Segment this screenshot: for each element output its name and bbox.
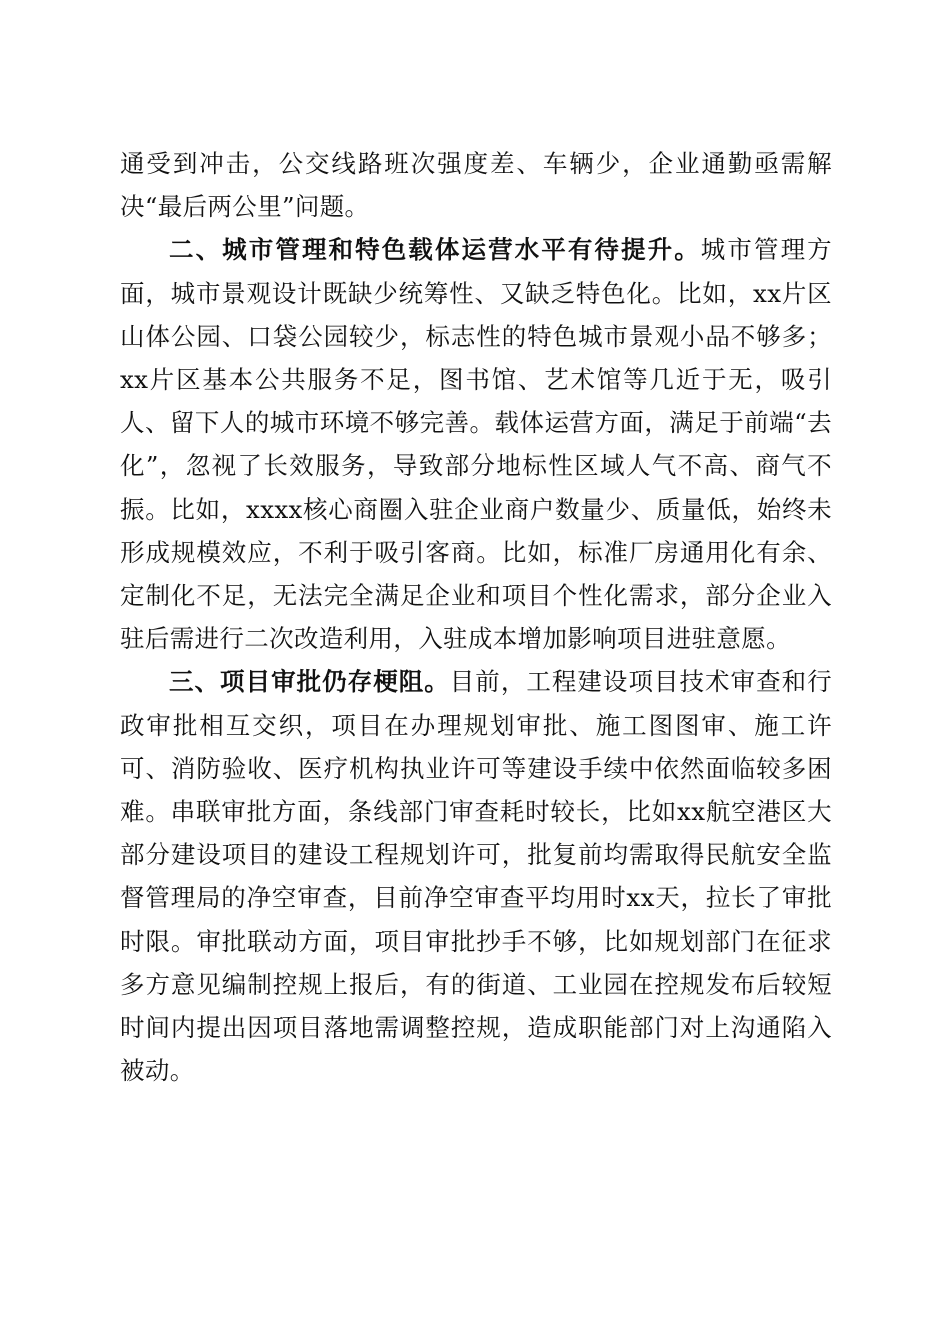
paragraph-text: 城市管理方面，城市景观设计既缺少统筹性、又缺乏特色化。比如，xx片区山体公园、口袋公园较少，标志性的特色城市景观小品不够多；xx片区基本公共服务不足，图书馆、艺术馆等几近于无，吸引人、留下人的城市环境不够完善。载体运营方面，满足于前端“去化”，忽视了长效服务，导致部分地标性区域人气不高、商气不振。比如，xxxx核心商圈入驻企业商户数量少、质量低，始终未形成规模效应，不利于吸引客商。比如，标准厂房通用化有余、定制化不足，无法完全满足企业和项目个性化需求，部分企业入驻后需进行二次改造利用，入驻成本增加影响项目进驻意愿。 bbox=[120, 235, 833, 654]
paragraph-section-three bbox=[120, 660, 832, 1092]
paragraph-continuation bbox=[120, 142, 832, 228]
document-body bbox=[120, 142, 832, 1092]
section-heading: 三、项目审批仍存梗阻。 bbox=[169, 667, 450, 697]
section-heading: 二、城市管理和特色载体运营水平有待提升。 bbox=[169, 235, 701, 265]
paragraph-section-two bbox=[120, 228, 832, 660]
paragraph-text: 目前，工程建设项目技术审查和行政审批相互交织，项目在办理规划审批、施工图图审、施工许可、消防验收、医疗机构执业许可等建设手续中依然面临较多困难。串联审批方面，条线部门审查耗时较长，比如xx航空港区大部分建设项目的建设工程规划许可，批复前均需取得民航安全监督管理局的净空审查，目前净空审查平均用时xx天，拉长了审批时限。审批联动方面，项目审批抄手不够，比如规划部门在征求多方意见编制控规上报后，有的街道、工业园在控规发布后较短时间内提出因项目落地需调整控规，造成职能部门对上沟通陷入被动。 bbox=[120, 667, 832, 1086]
paragraph-text: 通受到冲击，公交线路班次强度差、车辆少，企业通勤亟需解决“最后两公里”问题。 bbox=[120, 149, 832, 222]
